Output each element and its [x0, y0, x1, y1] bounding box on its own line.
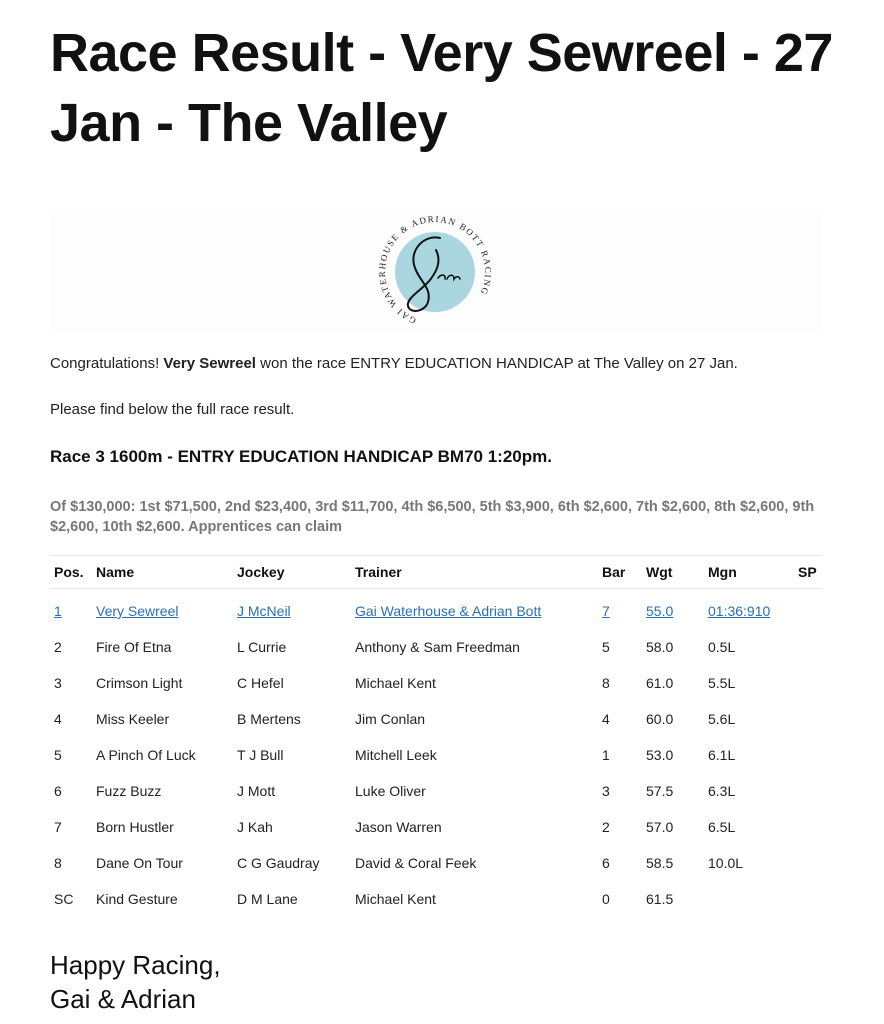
race-header: Race 3 1600m - ENTRY EDUCATION HANDICAP BM70 1:20pm. [50, 447, 552, 466]
table-row [50, 845, 822, 881]
pos-cell: 8 [54, 855, 62, 871]
horse-cell: Kind Gesture [96, 891, 178, 907]
weight-cell: 53.0 [646, 747, 674, 763]
pos-cell: SC [54, 891, 74, 907]
table-row [50, 629, 822, 665]
trainer-cell: Anthony & Sam Freedman [355, 639, 520, 655]
jockey-link[interactable]: J McNeil [237, 603, 291, 619]
sp-cell [794, 629, 822, 665]
barrier-cell: 5 [602, 639, 610, 655]
margin-cell: 6.5L [708, 819, 736, 835]
horse-cell: Fuzz Buzz [96, 783, 162, 799]
horse-cell: Fire Of Etna [96, 639, 172, 655]
weight-cell: 61.5 [646, 891, 674, 907]
trainer-cell: David & Coral Feek [355, 855, 477, 871]
table-row [50, 701, 822, 737]
signoff [50, 948, 221, 1016]
pos-cell: 5 [54, 747, 62, 763]
barrier-cell: 8 [602, 675, 610, 691]
margin-link[interactable]: 01:36:910 [708, 603, 771, 619]
sp-cell [794, 881, 822, 917]
weight-cell: 57.5 [646, 783, 674, 799]
weight-link[interactable]: 55.0 [646, 603, 674, 619]
table-row [50, 773, 822, 809]
trainer-cell: Mitchell Leek [355, 747, 437, 763]
horse-cell: Miss Keeler [96, 711, 170, 727]
margin-cell: 10.0L [708, 855, 744, 871]
barrier-cell: 2 [602, 819, 610, 835]
pos-link[interactable]: 1 [54, 603, 62, 619]
jockey-cell: D M Lane [237, 891, 298, 907]
margin-cell [704, 881, 794, 917]
barrier-link[interactable]: 7 [602, 603, 610, 619]
margin-cell: 6.3L [708, 783, 736, 799]
table-header-row [50, 556, 822, 589]
table-row [50, 665, 822, 701]
sp-cell [794, 701, 822, 737]
barrier-cell: 6 [602, 855, 610, 871]
trainer-cell: Luke Oliver [355, 783, 426, 799]
column-header-trainer: Trainer [351, 556, 598, 589]
pos-cell: 2 [54, 639, 62, 655]
column-header-sp: SP [794, 556, 822, 589]
column-header-bar: Bar [598, 556, 642, 589]
trainer-cell: Jason Warren [355, 819, 442, 835]
horse-link[interactable]: Very Sewreel [96, 603, 179, 619]
column-header-wgt: Wgt [642, 556, 704, 589]
jockey-cell: T J Bull [237, 747, 284, 763]
winning-horse-name: Very Sewreel [163, 355, 256, 372]
results-table [50, 555, 822, 917]
page-title: Race Result - Very Sewreel - 27 Jan - The Valley [50, 23, 833, 153]
horse-cell: Crimson Light [96, 675, 183, 691]
weight-cell: 58.5 [646, 855, 674, 871]
margin-cell: 0.5L [708, 639, 736, 655]
gwab-racing-logo-icon [370, 210, 500, 332]
sp-cell [794, 845, 822, 881]
column-header-name: Name [92, 556, 233, 589]
barrier-cell: 0 [602, 891, 610, 907]
sp-cell [794, 589, 822, 630]
table-row [50, 589, 822, 630]
column-header-pos: Pos. [50, 556, 92, 589]
signoff-names: Gai & Adrian [50, 984, 196, 1014]
weight-cell: 60.0 [646, 711, 674, 727]
sp-cell [794, 809, 822, 845]
weight-cell: 57.0 [646, 819, 674, 835]
table-row [50, 881, 822, 917]
trainer-cell: Michael Kent [355, 675, 436, 691]
horse-cell: A Pinch Of Luck [96, 747, 196, 763]
trainer-cell: Michael Kent [355, 891, 436, 907]
column-header-mgn: Mgn [704, 556, 794, 589]
weight-cell: 61.0 [646, 675, 674, 691]
jockey-cell: C Hefel [237, 675, 284, 691]
jockey-cell: B Mertens [237, 711, 301, 727]
jockey-cell: C G Gaudray [237, 855, 320, 871]
prize-money-text: Of $130,000: 1st $71,500, 2nd $23,400, 3rd $11,700, 4th $6,500, 5th $3,900, 6th $2,600, 7th $2,600, 8th $2,600, 9th $2,600, 10th $2,600. Apprentices can claim [50, 499, 815, 535]
barrier-cell: 1 [602, 747, 610, 763]
trainer-link[interactable]: Gai Waterhouse & Adrian Bott [355, 603, 542, 619]
horse-cell: Dane On Tour [96, 855, 183, 871]
margin-cell: 6.1L [708, 747, 736, 763]
pos-cell: 7 [54, 819, 62, 835]
margin-cell: 5.5L [708, 675, 736, 691]
congratulations-message: Congratulations! Very Sewreel won the race ENTRY EDUCATION HANDICAP at The Valley on 27 Jan. [50, 355, 738, 372]
pos-cell: 3 [54, 675, 62, 691]
margin-cell: 5.6L [708, 711, 736, 727]
table-row [50, 737, 822, 773]
signoff-greeting: Happy Racing, [50, 950, 221, 980]
barrier-cell: 3 [602, 783, 610, 799]
barrier-cell: 4 [602, 711, 610, 727]
intro-text: Please find below the full race result. [50, 401, 295, 418]
pos-cell: 6 [54, 783, 62, 799]
sp-cell [794, 665, 822, 701]
logo-banner [50, 210, 822, 332]
table-row [50, 809, 822, 845]
weight-cell: 58.0 [646, 639, 674, 655]
column-header-jockey: Jockey [233, 556, 351, 589]
jockey-cell: J Mott [237, 783, 276, 799]
svg-text:GAI WATERHOUSE & ADRIAN BOTT R: GAI WATERHOUSE & ADRIAN BOTT RACING [376, 213, 494, 326]
horse-cell: Born Hustler [96, 819, 174, 835]
trainer-cell: Jim Conlan [355, 711, 426, 727]
sp-cell [794, 737, 822, 773]
sp-cell [794, 773, 822, 809]
jockey-cell: L Currie [237, 639, 287, 655]
jockey-cell: J Kah [237, 819, 273, 835]
pos-cell: 4 [54, 711, 62, 727]
